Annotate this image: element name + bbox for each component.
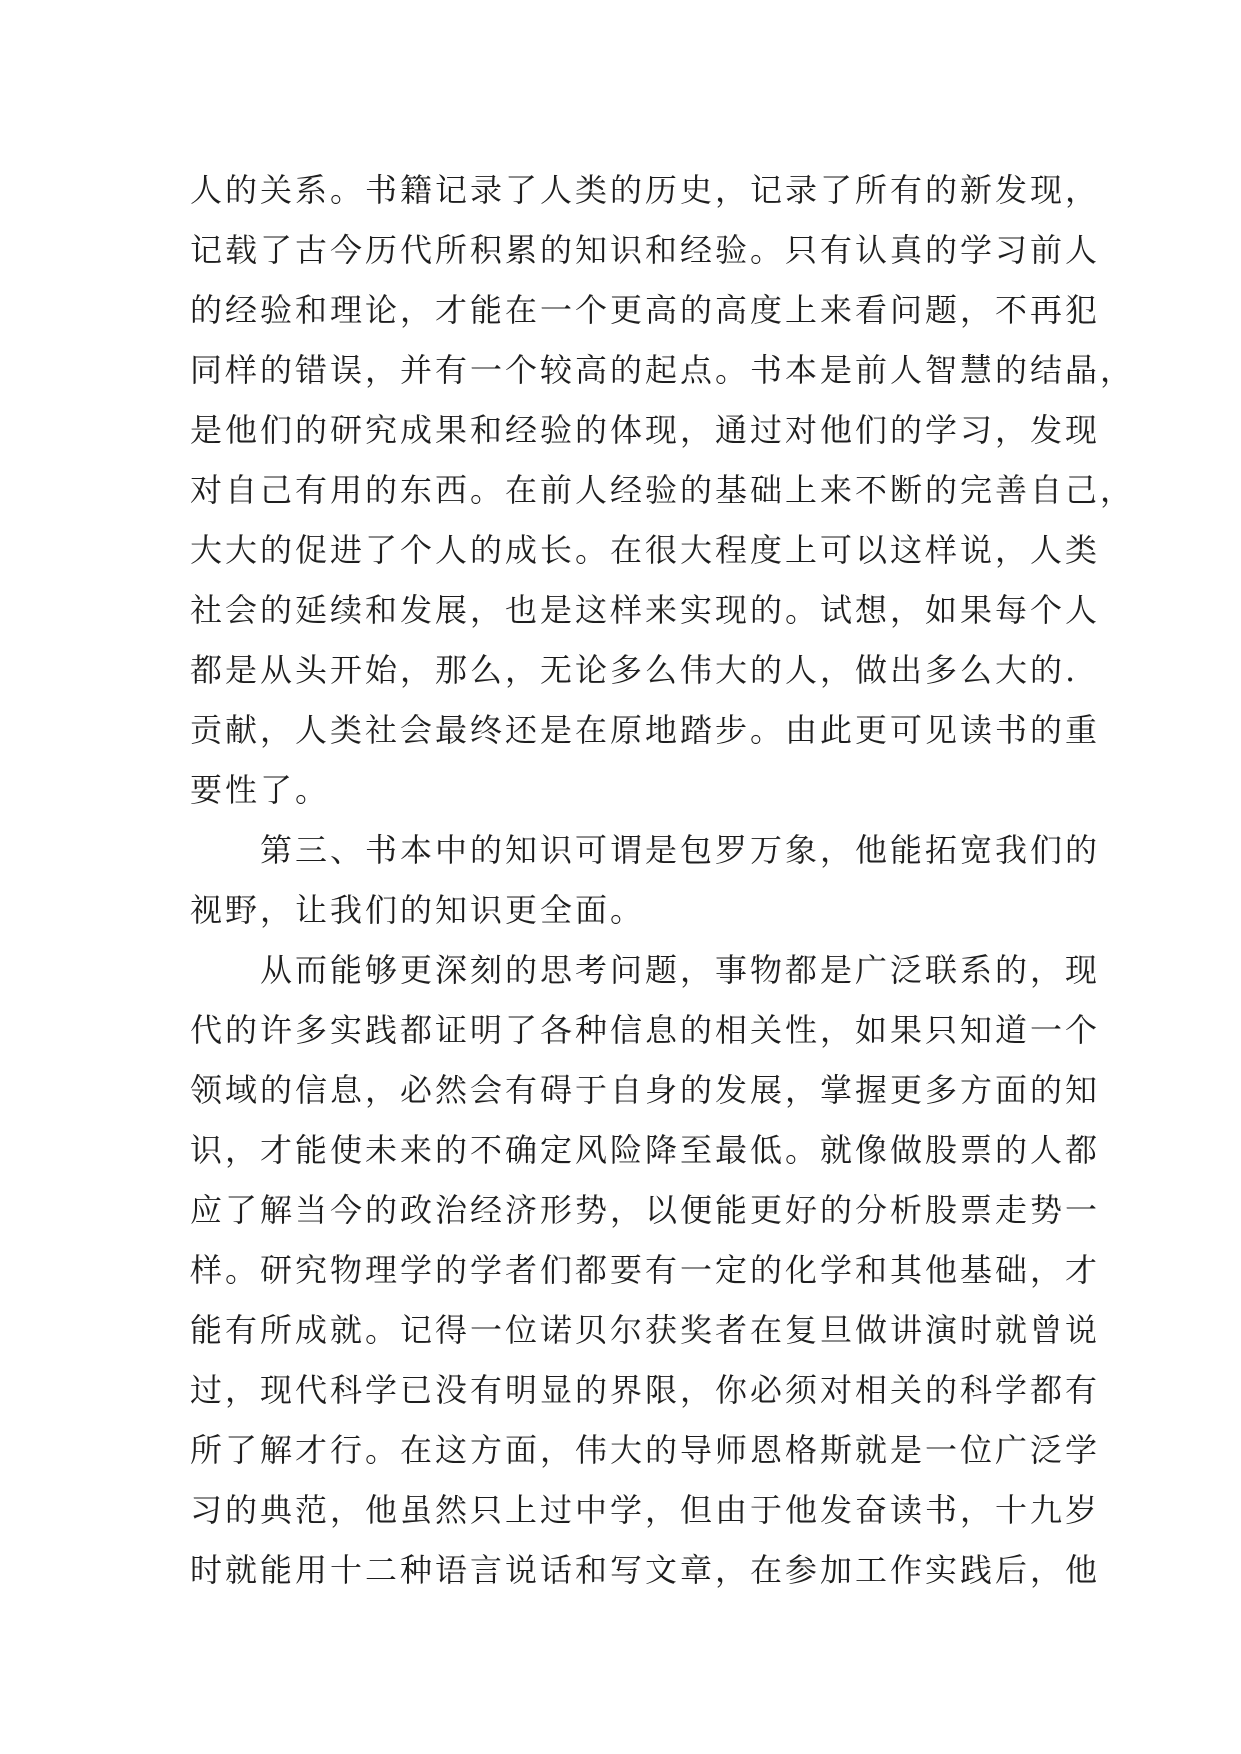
paragraph-start-line: 从而能够更深刻的思考问题，事物都是广泛联系的，现 (190, 951, 1101, 989)
text-line: 大大的促进了个人的成长。在很大程度上可以这样说，人类 (190, 531, 1101, 569)
text-line: 的经验和理论，才能在一个更高的高度上来看问题，不再犯 (190, 291, 1101, 329)
text-line: 贡献，人类社会最终还是在原地踏步。由此更可见读书的重 (190, 711, 1101, 749)
text-line: 习的典范，他虽然只上过中学，但由于他发奋读书，十九岁 (190, 1491, 1101, 1529)
text-line: 社会的延续和发展，也是这样来实现的。试想，如果每个人 (190, 591, 1101, 629)
text-line: 对自己有用的东西。在前人经验的基础上来不断的完善自己， (190, 471, 1136, 509)
text-line: 能有所成就。记得一位诺贝尔获奖者在复旦做讲演时就曾说 (190, 1311, 1101, 1349)
text-line: 同样的错误，并有一个较高的起点。书本是前人智慧的结晶， (190, 351, 1136, 389)
text-line: 记载了古今历代所积累的知识和经验。只有认真的学习前人 (190, 231, 1101, 269)
text-line: 识，才能使未来的不确定风险降至最低。就像做股票的人都 (190, 1131, 1101, 1169)
text-line: 时就能用十二种语言说话和写文章，在参加工作实践后，他 (190, 1551, 1101, 1589)
text-line: 视野，让我们的知识更全面。 (190, 891, 646, 929)
text-line: 都是从头开始，那么，无论多么伟大的人，做出多么大的. (190, 651, 1079, 689)
text-line: 过，现代科学已没有明显的界限，你必须对相关的科学都有 (190, 1371, 1101, 1409)
text-line: 应了解当今的政治经济形势，以便能更好的分析股票走势一 (190, 1191, 1101, 1229)
paragraph-start-line: 第三、书本中的知识可谓是包罗万象，他能拓宽我们的 (190, 831, 1101, 869)
text-line: 领域的信息，必然会有碍于自身的发展，掌握更多方面的知 (190, 1071, 1101, 1109)
text-line: 样。研究物理学的学者们都要有一定的化学和其他基础，才 (190, 1251, 1101, 1289)
document-body (190, 160, 1136, 1600)
text-line: 所了解才行。在这方面，伟大的导师恩格斯就是一位广泛学 (190, 1431, 1101, 1469)
text-line: 代的许多实践都证明了各种信息的相关性，如果只知道一个 (190, 1011, 1101, 1049)
text-line: 要性了。 (190, 771, 331, 809)
text-line: 是他们的研究成果和经验的体现，通过对他们的学习，发现 (190, 411, 1101, 449)
text-line: 人的关系。书籍记录了人类的历史，记录了所有的新发现， (190, 171, 1101, 209)
